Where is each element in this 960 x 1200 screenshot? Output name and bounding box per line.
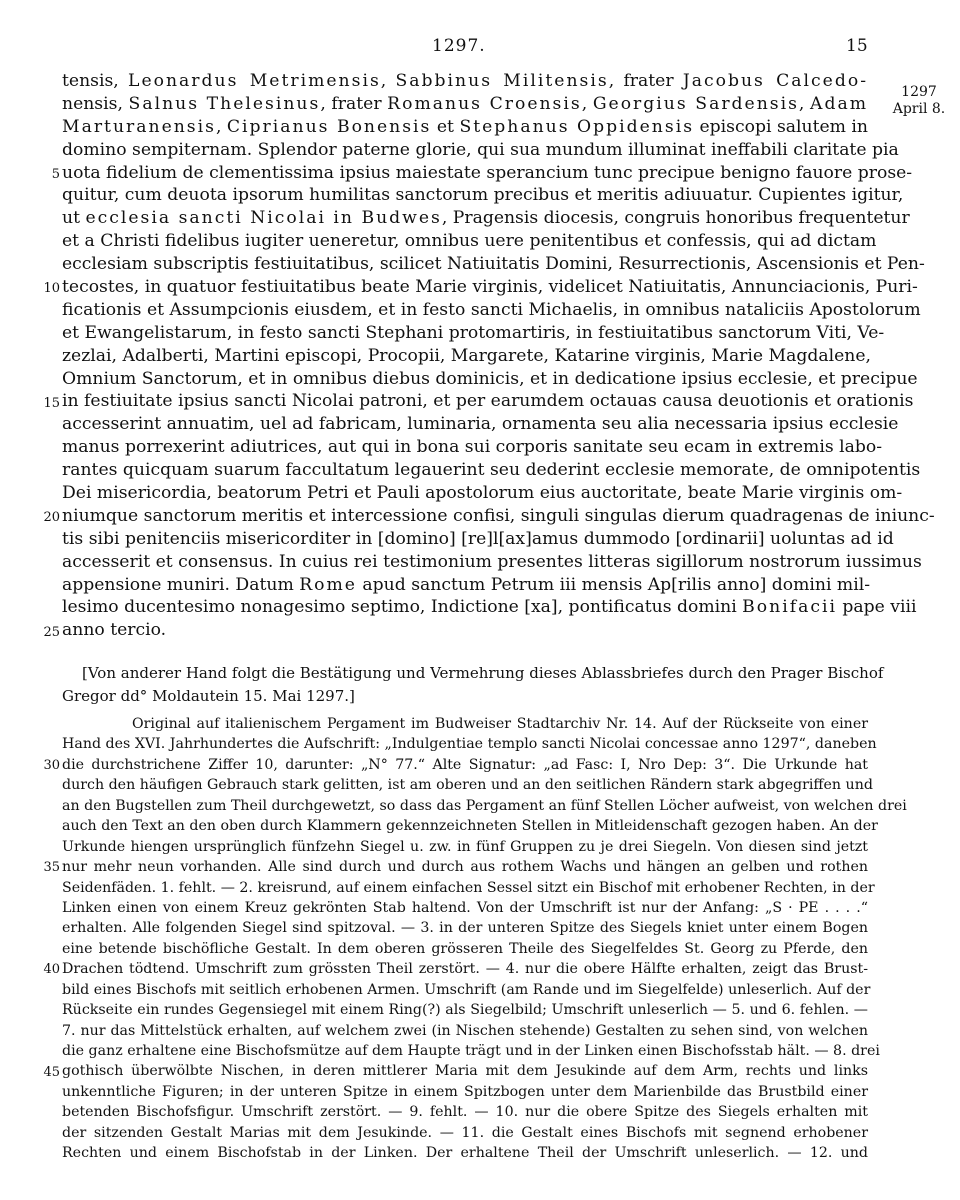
text-line: [Von anderer Hand folgt die Bestätigung und Vermehrung dieses Ablassbriefes durch den Prager Bischof: [82, 664, 884, 682]
text-line: bild eines Bischofs mit seitlich erhobenen Armen. Umschrift (am Rande und im Siegelfelde) unleserlich. Auf der: [62, 981, 871, 998]
text-line: nensis, Salnus Thelesinus, frater Romanus Croensis, Georgius Sardensis, Adam: [62, 93, 868, 114]
editorial-bracket-note: [62, 662, 884, 708]
line-number: 40: [43, 962, 60, 978]
text-line: an den Bugstellen zum Theil durchgewetzt, so dass das Pergament an fünf Stellen Löcher aufweist, von welchen drei: [62, 797, 907, 814]
text-line: Dei misericordia, beatorum Petri et Pauli apostolorum eius auctoritate, beate Marie virginis om-: [62, 483, 903, 504]
line-number: 35: [43, 860, 60, 876]
text-line: betenden Bischofsfigur. Umschrift zerstört. — 9. fehlt. — 10. nur die obere Spitze des Siegels erhalten mit: [62, 1104, 868, 1121]
text-line: ficationis et Assumpcionis eiusdem, et in festo sancti Michaelis, in omnibus nataliciis Apostolorum: [62, 299, 921, 320]
running-head-year: 1297.: [432, 36, 486, 56]
archival-description: [62, 714, 907, 1164]
text-line: Seidenfäden. 1. fehlt. — 2. kreisrund, auf einem einfachen Sessel sitzt ein Bischof mit erhobener Rechten, in der: [62, 879, 875, 896]
text-line: 7. nur das Mittelstück erhalten, auf welchem zwei (in Nischen stehende) Gestalten zu sehen sind, von welchen: [62, 1022, 868, 1039]
text-line: der sitzenden Gestalt Marias mit dem Jesukinde. — 11. die Gestalt eines Bischofs mit segnend erhobener: [62, 1124, 868, 1141]
text-line: lesimo ducentesimo nonagesimo septimo, Indictione [xa], pontificatus domini Bonifacii pape viii: [62, 597, 917, 618]
text-line: accesserint annuatim, uel ad fabricam, luminaria, ornamenta seu alia necessaria ipsius ecclesie: [62, 414, 899, 435]
text-line: et a Christi fidelibus iugiter ueneretur, omnibus uere penitentibus et confessis, qui ad dictam: [62, 231, 877, 252]
text-line: manus porrexerint adiutrices, aut qui in bona sui corporis sanitate seu ecam in extremis labo-: [62, 437, 883, 458]
text-line: Rechten und einem Bischofstab in der Linken. Der erhaltene Theil der Umschrift unleserlich. — 12. und: [62, 1145, 868, 1162]
text-line: tis sibi penitenciis misericorditer in [domino] [re]l[ax]amus dummodo [ordinarii] uoluntas ad id: [62, 528, 894, 549]
text-line: Linken einen von einem Kreuz gekrönten Stab haltend. Von der Umschrift ist nur der Anfang: „S · PE . . . .“: [62, 899, 868, 916]
text-line: tensis, Leonardus Metrimensis, Sabbinus Militensis, frater Jacobus Calcedo-: [62, 71, 869, 91]
text-line: tecostes, in quatuor festiuitatibus beate Marie virginis, videlicet Natiuitatis, Annunciacionis, Puri-: [62, 277, 918, 298]
text-line: die ganz erhaltene eine Bischofsmütze auf dem Haupte trägt und in der Linken einen Bischofsstab hält. — 8. drei: [62, 1043, 880, 1059]
text-line: Hand des XVI. Jahrhundertes die Aufschrift: „Indulgentiae templo sancti Nicolai concessae anno 1297“, daneben: [62, 736, 877, 753]
line-number: 30: [43, 757, 60, 773]
text-line: die durchstrichene Ziffer 10, darunter: „N° 77.“ Alte Signatur: „ad Fasc: I, Nro Dep: 3“. Die Urkunde hat: [62, 756, 868, 773]
text-line: unkenntliche Figuren; in der unteren Spitze in einem Spitzbogen unter dem Marienbilde das Brustbild einer: [62, 1083, 868, 1100]
text-line: Drachen tödtend. Umschrift zum grössten Theil zerstört. — 4. nur die obere Hälfte erhalten, zeigt das Brust-: [62, 961, 868, 978]
text-line: ecclesiam subscriptis festiuitatibus, scilicet Natiuitatis Domini, Resurrectionis, Ascensionis et Pen-: [62, 254, 925, 275]
text-line: appensione muniri. Datum Rome apud sanctum Petrum iii mensis Ap[rilis anno] domini mil-: [62, 574, 871, 595]
margin-date: April 8.: [892, 101, 946, 117]
text-line: et Ewangelistarum, in festo sancti Stephani protomartiris, in festiuitatibus sanctorum Viti, Ve-: [62, 322, 885, 343]
line-number: 25: [43, 624, 60, 640]
line-number: 20: [43, 510, 60, 526]
line-number: 15: [43, 395, 60, 411]
margin-date-note: [880, 84, 958, 118]
text-line: quitur, cum deuota ipsorum humilitas sanctorum precibus et meritis adiuuatur. Cupientes igitur,: [62, 185, 904, 206]
text-line: Gregor dd° Moldautein 15. Mai 1297.]: [62, 687, 355, 705]
text-line: uota fidelium de clementissima ipsius maiestate sperancium tunc precipue benigno fauore prose-: [62, 162, 913, 183]
text-line: zezlai, Adalberti, Martini episcopi, Procopii, Margarete, Katarine virginis, Marie Magdalene,: [62, 345, 872, 366]
margin-year: 1297: [901, 84, 937, 100]
text-line: domino sempiternam. Splendor paterne glorie, qui sua mundum illuminat ineffabili claritate pia: [62, 139, 899, 160]
text-line: niumque sanctorum meritis et intercessione confisi, singuli singulas dierum quadragenas de iniunc-: [62, 505, 935, 526]
line-number: 45: [43, 1064, 60, 1080]
text-line: accesserit et consensus. In cuius rei testimonium presentes litteras sigillorum nostrorum iussimus: [62, 551, 922, 572]
text-line: Marturanensis, Ciprianus Bonensis et Stephanus Oppidensis episcopi salutem in: [62, 116, 869, 137]
text-line: auch den Text an den oben durch Klammern gekennzeichneten Stellen in Mitleidenschaft gezogen haben. An der: [62, 818, 878, 835]
line-number: 5: [51, 166, 60, 182]
text-line: gothisch überwölbte Nischen, in deren mittlerer Maria mit dem Jesukinde auf dem Arm, rechts und links: [62, 1063, 868, 1080]
text-line: Omnium Sanctorum, et in omnibus diebus dominicis, et in dedicatione ipsius ecclesie, et precipue: [62, 368, 918, 389]
text-line: Rückseite ein rundes Gegensiegel mit einem Ring(?) als Siegelbild; Umschrift unleserlich — 5. und 6. fehlen. —: [62, 1002, 868, 1019]
text-line: ut ecclesia sancti Nicolai in Budwes, Pragensis diocesis, congruis honoribus frequentetur: [62, 208, 910, 229]
text-line: Urkunde hiengen ursprünglich fünfzehn Siegel u. zw. in fünf Gruppen zu je drei Siegeln. Von diesen sind jetzt: [62, 838, 868, 855]
text-line: erhalten. Alle folgenden Siegel sind spitzoval. — 3. in der unteren Spitze des Siegels kniet unter einem Bogen: [62, 920, 868, 937]
text-line: nur mehr neun vorhanden. Alle sind durch und durch aus rothem Wachs und hängen an gelben und rothen: [62, 859, 868, 876]
page-number: 15: [846, 36, 868, 56]
page-header: [0, 36, 960, 56]
text-line: eine betende bischöfliche Gestalt. In dem oberen grösseren Theile des Siegelfeldes St. Georg zu Pferde, den: [62, 940, 868, 957]
text-line: anno tercio.: [62, 620, 167, 641]
text-line: durch den häufigen Gebrauch stark gelitten, ist am oberen und an den seitlichen Rändern stark abgegriffen und: [62, 777, 873, 794]
text-line: Original auf italienischem Pergament im Budweiser Stadtarchiv Nr. 14. Auf der Rückseite von einer: [132, 716, 868, 732]
text-line: rantes quicquam suarum faccultatum legauerint seu dederint ecclesie memorate, de omnipotentis: [62, 460, 921, 481]
text-line: in festiuitate ipsius sancti Nicolai patroni, et per earumdem octauas causa deuotionis et orationis: [62, 391, 914, 412]
line-number: 10: [43, 281, 60, 297]
